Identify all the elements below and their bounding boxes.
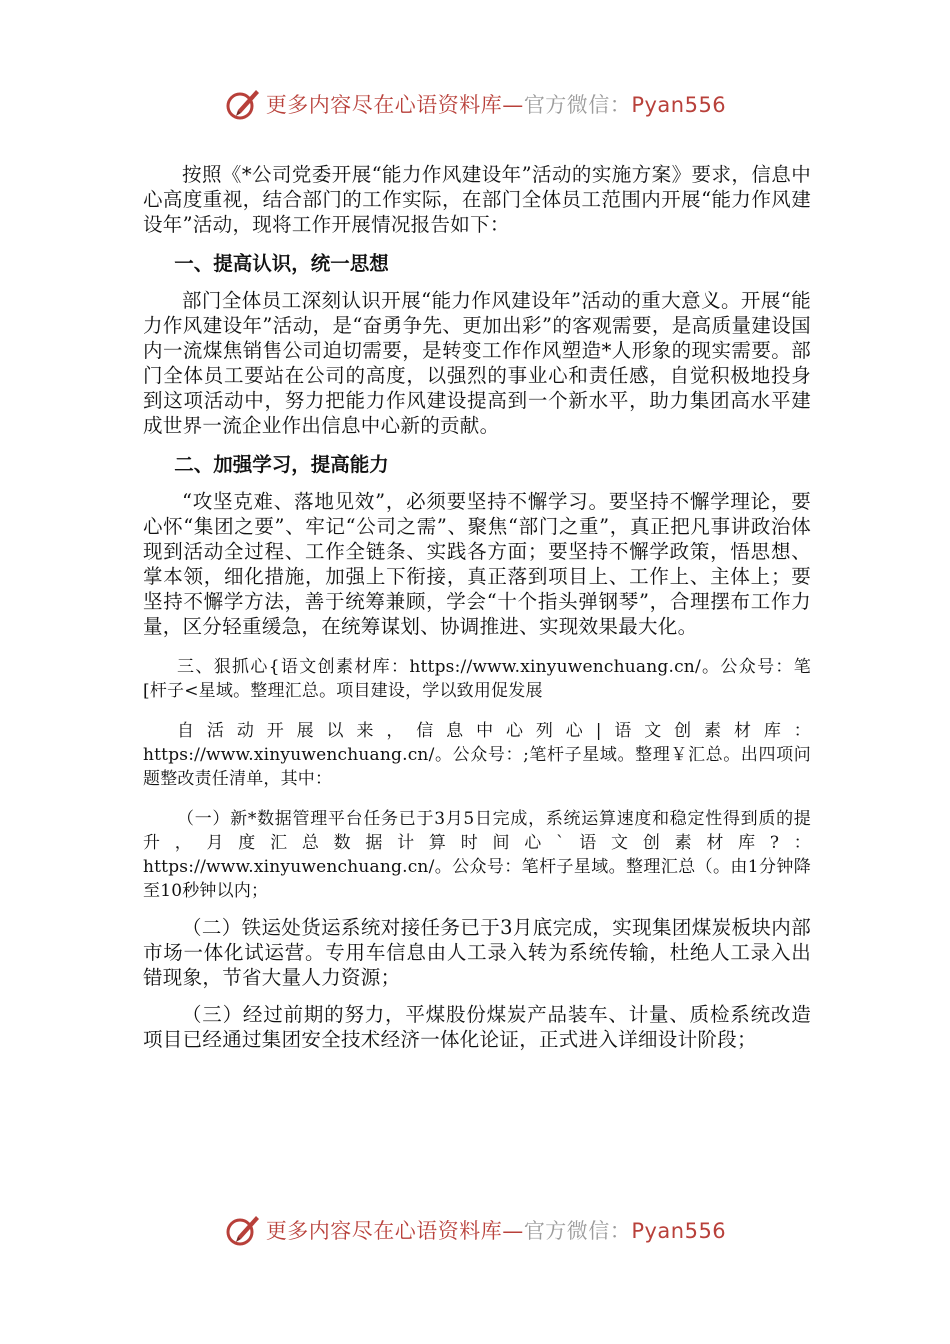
pen-circle-icon <box>224 86 262 122</box>
footer-banner-text <box>266 1215 726 1245</box>
list-item-3: （三）经过前期的努力，平煤股份煤炭产品装车、计量、质检系统改造项目已经通过集团安全技术经济一体化论证，正式进入详细设计阶段； <box>143 1003 811 1051</box>
section-heading-3: 三、狠抓心{语文创素材库：https://www.xinyuwenchuang.cn/。公众号：笔[杆子<星域。整理汇总。项目建设，学以致用促发展 <box>143 657 811 701</box>
banner-wechat-label: 官方微信： <box>523 1219 632 1243</box>
header-banner-text <box>266 89 726 119</box>
list-item-2: （二）铁运处货运系统对接任务已于3月底完成，实现集团煤炭板块内部市场一体化试运营。专用车信息由人工录入转为系统传输，杜绝人工录入出错现象，节省大量人力资源； <box>143 916 811 989</box>
banner-main-text: 更多内容尽在心语资料库— <box>265 93 524 117</box>
banner-wechat-id: Pyan556 <box>631 1219 727 1243</box>
section-heading-2: 二、加强学习，提高能力 <box>174 453 389 476</box>
section-paragraph-3: 自活动开展以来，信息中心列心|语文创素材库：https://www.xinyuwenchuang.cn/。公众号：;笔杆子星域。整理￥汇总。出四项问题整改责任清单，其中： <box>143 721 811 789</box>
section-paragraph-2: “攻坚克难、落地见效”，必须要坚持不懈学习。要坚持不懈学理论，要心怀“集团之要”、牢记“公司之需”、聚焦“部门之重”，真正把凡事讲政治体现到活动全过程、工作全链条、实践各方面；要坚持不懈学政策，悟思想、掌本领，细化措施，加强上下衔接，真正落到项目上、工作上、主体上；要坚持不懈学方法，善于统筹兼顾，学会“十个指头弹钢琴”，合理摆布工作力量，区分轻重缓急，在统筹谋划、协调推进、实现效果最大化。 <box>143 490 811 638</box>
section-heading-1: 一、提高认识，统一思想 <box>174 252 389 275</box>
banner-wechat-label: 官方微信： <box>523 93 632 117</box>
pen-circle-icon <box>224 1212 262 1248</box>
banner-main-text: 更多内容尽在心语资料库— <box>265 1219 524 1243</box>
header-banner <box>0 84 950 124</box>
intro-paragraph: 按照《*公司党委开展“能力作风建设年”活动的实施方案》要求，信息中心高度重视，结合部门的工作实际，在部门全体员工范围内开展“能力作风建设年”活动，现将工作开展情况报告如下： <box>143 163 811 236</box>
banner-wechat-id: Pyan556 <box>631 93 727 117</box>
document-body <box>143 162 811 1052</box>
list-item-1: （一）新*数据管理平台任务已于3月5日完成，系统运算速度和稳定性得到质的提升，月度汇总数据计算时间心`语文创素材库?：https://www.xinyuwenchuang.cn/。公众号：笔杆子星域。整理汇总（。由1分钟降至10秒钟以内； <box>143 809 811 901</box>
section-paragraph-1: 部门全体员工深刻认识开展“能力作风建设年”活动的重大意义。开展“能力作风建设年”活动，是“奋勇争先、更加出彩”的客观需要，是高质量建设国内一流煤焦销售公司迫切需要，是转变工作作风塑造*人形象的现实需要。部门全体员工要站在公司的高度，以强烈的事业心和责任感，自觉积极地投身到这项活动中，努力把能力作风建设提高到一个新水平，助力集团高水平建成世界一流企业作出信息中心新的贡献。 <box>143 289 811 437</box>
footer-banner <box>0 1210 950 1250</box>
